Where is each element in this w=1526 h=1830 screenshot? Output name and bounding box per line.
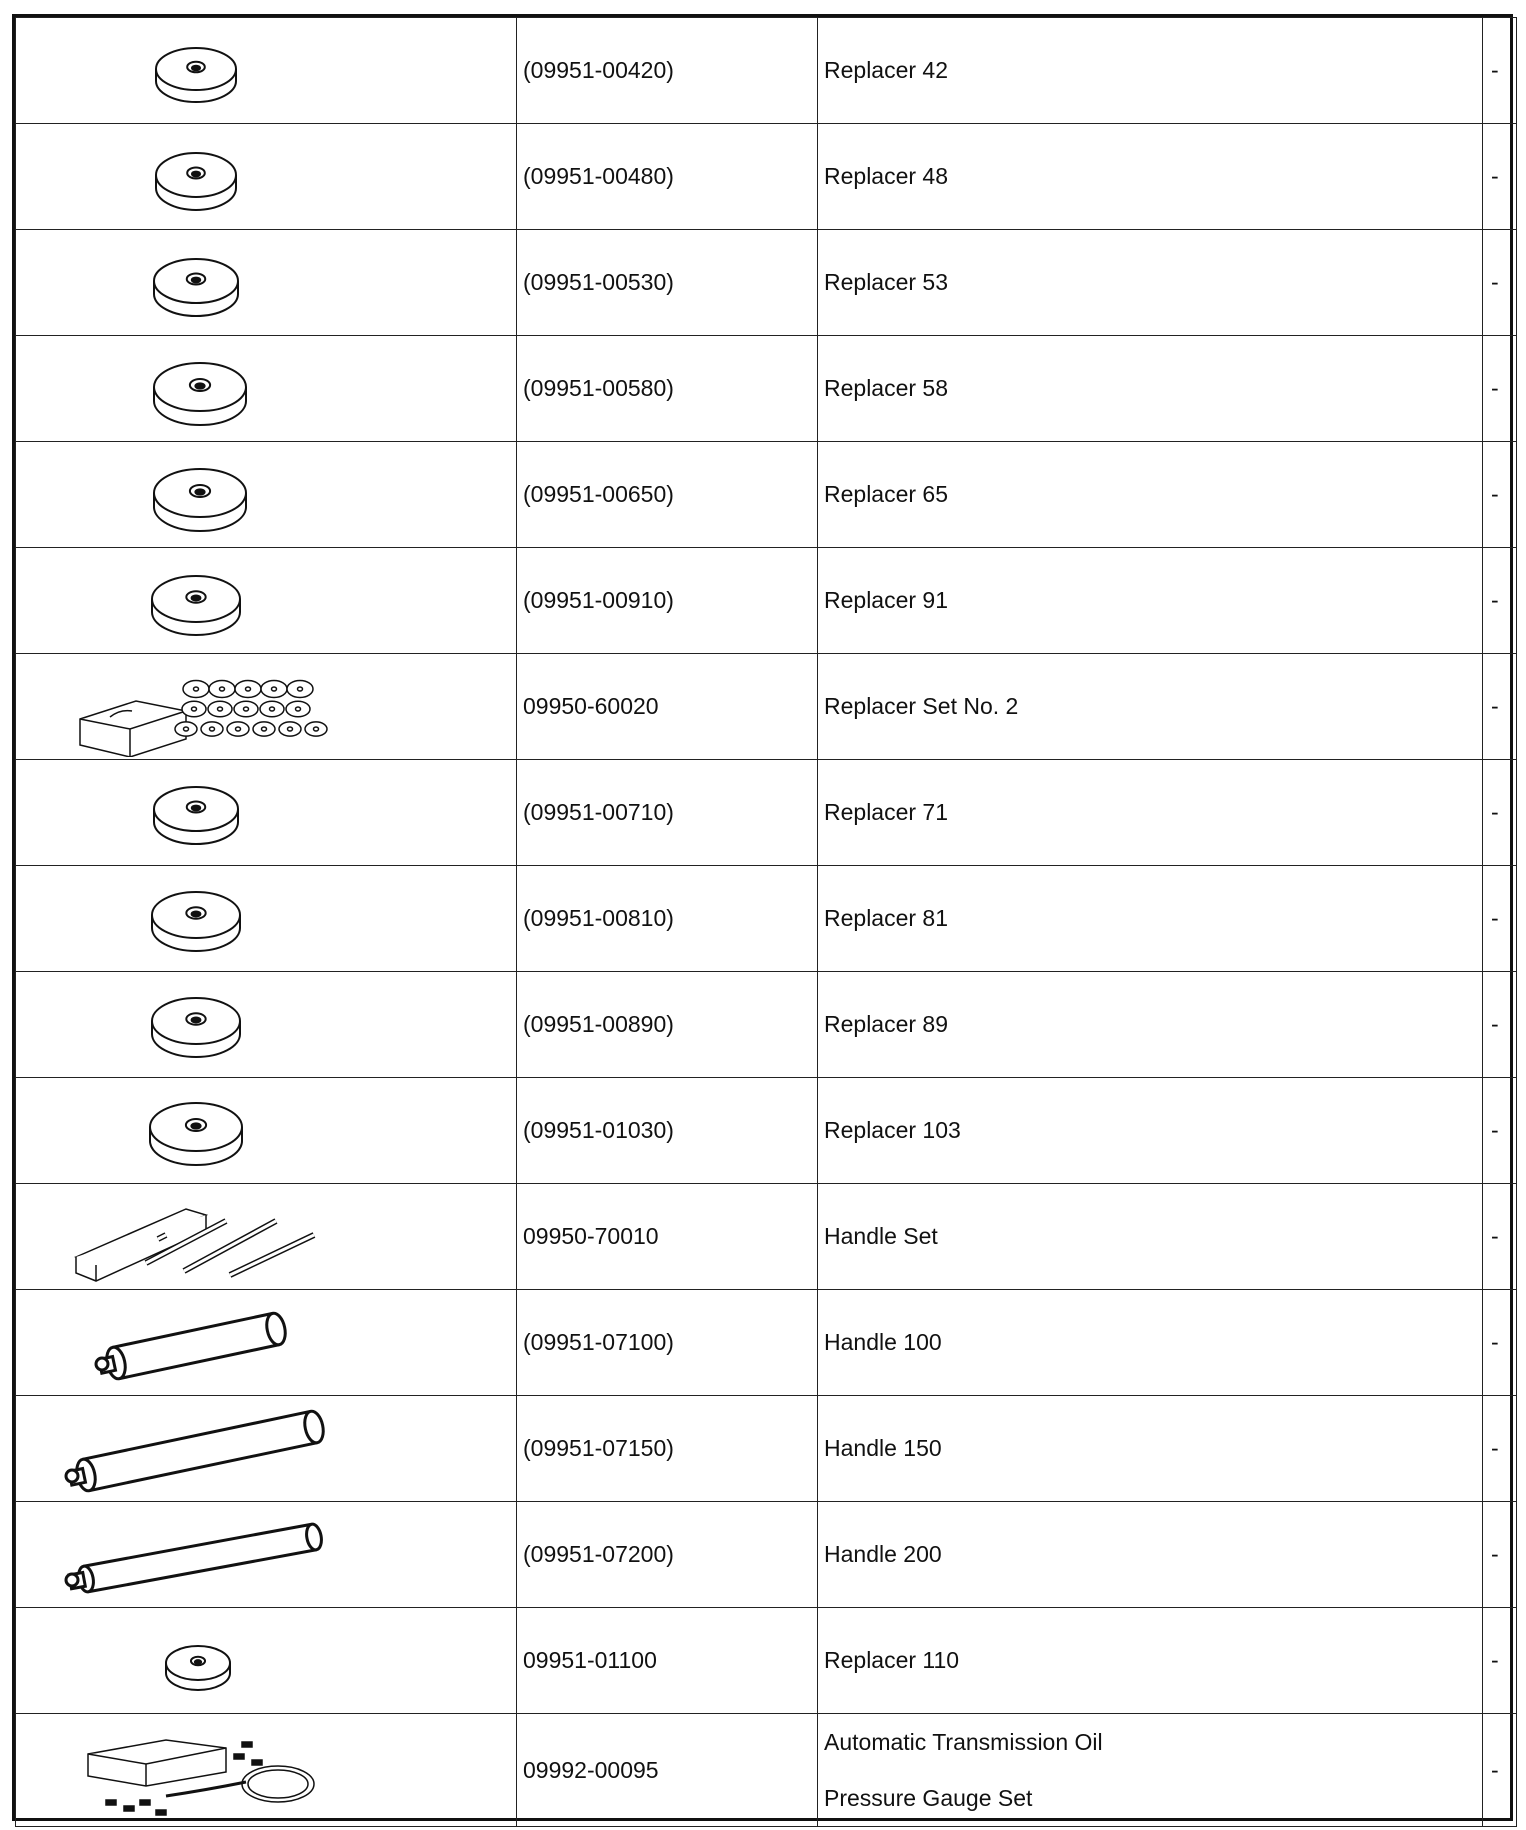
tool-part-number: (09951-01030) bbox=[517, 1078, 818, 1184]
replacer-disc-icon bbox=[46, 551, 346, 651]
tool-illustration-cell bbox=[16, 1078, 517, 1184]
tool-note: - bbox=[1483, 18, 1517, 124]
replacer-disc-icon bbox=[46, 975, 346, 1075]
replacer-disc-icon bbox=[46, 445, 346, 545]
tool-name-cell bbox=[818, 548, 1483, 654]
tool-note: - bbox=[1483, 972, 1517, 1078]
tool-illustration-cell bbox=[16, 972, 517, 1078]
tool-name: Replacer 81 bbox=[824, 905, 949, 932]
tool-illustration-cell bbox=[16, 230, 517, 336]
tool-part-number: (09951-07150) bbox=[517, 1396, 818, 1502]
tool-name: Replacer 58 bbox=[824, 375, 949, 402]
tool-row bbox=[16, 124, 1517, 230]
replacer-disc-icon bbox=[46, 127, 346, 227]
gauge-set-icon bbox=[46, 1720, 346, 1820]
replacer-disc-icon bbox=[46, 763, 346, 863]
tool-name: Replacer 91 bbox=[824, 587, 949, 614]
tool-part-number: (09951-00580) bbox=[517, 336, 818, 442]
tool-row bbox=[16, 654, 1517, 760]
tool-row bbox=[16, 1184, 1517, 1290]
tool-note: - bbox=[1483, 654, 1517, 760]
tool-part-number: 09950-70010 bbox=[517, 1184, 818, 1290]
tool-note: - bbox=[1483, 548, 1517, 654]
tool-illustration-cell bbox=[16, 654, 517, 760]
tool-name-cell bbox=[818, 1078, 1483, 1184]
tool-illustration-cell bbox=[16, 1396, 517, 1502]
tool-name-cell bbox=[818, 124, 1483, 230]
tool-note: - bbox=[1483, 124, 1517, 230]
tool-row bbox=[16, 1714, 1517, 1827]
tool-row bbox=[16, 230, 1517, 336]
replacer-disc-icon bbox=[46, 21, 346, 121]
tool-illustration-cell bbox=[16, 442, 517, 548]
tool-name: Replacer 110 bbox=[824, 1647, 960, 1674]
tool-illustration-cell bbox=[16, 760, 517, 866]
tool-name-cell bbox=[818, 18, 1483, 124]
tool-name-cell bbox=[818, 972, 1483, 1078]
tool-note: - bbox=[1483, 760, 1517, 866]
tool-name: Handle Set bbox=[824, 1223, 938, 1250]
tool-name: Replacer 89 bbox=[824, 1011, 949, 1038]
tool-illustration-cell bbox=[16, 1502, 517, 1608]
tool-part-number: 09950-60020 bbox=[517, 654, 818, 760]
tool-name: Replacer 48 bbox=[824, 163, 949, 190]
tool-name-cell bbox=[818, 336, 1483, 442]
tool-part-number: 09992-00095 bbox=[517, 1714, 818, 1827]
tool-row bbox=[16, 1290, 1517, 1396]
tool-illustration-cell bbox=[16, 1608, 517, 1714]
tool-name: Replacer 65 bbox=[824, 481, 949, 508]
tool-name: Replacer 103 bbox=[824, 1117, 961, 1144]
tool-name: Replacer 42 bbox=[824, 57, 949, 84]
tool-illustration-cell bbox=[16, 548, 517, 654]
tool-illustration-cell bbox=[16, 866, 517, 972]
tool-note: - bbox=[1483, 1502, 1517, 1608]
tool-name-cell bbox=[818, 866, 1483, 972]
tool-row bbox=[16, 1396, 1517, 1502]
tool-name: Replacer Set No. 2 bbox=[824, 693, 1019, 720]
tool-part-number: (09951-00650) bbox=[517, 442, 818, 548]
tool-note: - bbox=[1483, 230, 1517, 336]
tool-name: Handle 200 bbox=[824, 1541, 942, 1568]
tool-name-cell bbox=[818, 1290, 1483, 1396]
tool-note: - bbox=[1483, 1714, 1517, 1827]
tool-note: - bbox=[1483, 1078, 1517, 1184]
tool-illustration-cell bbox=[16, 18, 517, 124]
handle-set-icon bbox=[46, 1187, 346, 1287]
handle-icon bbox=[46, 1399, 346, 1499]
tool-illustration-cell bbox=[16, 1184, 517, 1290]
tool-row bbox=[16, 336, 1517, 442]
tool-row bbox=[16, 760, 1517, 866]
tool-row bbox=[16, 18, 1517, 124]
tool-note: - bbox=[1483, 1396, 1517, 1502]
tool-note: - bbox=[1483, 1608, 1517, 1714]
tool-part-number: (09951-00530) bbox=[517, 230, 818, 336]
tool-note: - bbox=[1483, 442, 1517, 548]
tool-name: Handle 150 bbox=[824, 1435, 942, 1462]
tool-row bbox=[16, 866, 1517, 972]
tool-part-number: (09951-00890) bbox=[517, 972, 818, 1078]
tool-row bbox=[16, 972, 1517, 1078]
tool-row bbox=[16, 548, 1517, 654]
tool-name: Replacer 71 bbox=[824, 799, 949, 826]
tool-row bbox=[16, 1608, 1517, 1714]
tool-part-number: (09951-00710) bbox=[517, 760, 818, 866]
tool-name-cell bbox=[818, 230, 1483, 336]
tool-name: Handle 100 bbox=[824, 1329, 942, 1356]
tool-name-cell bbox=[818, 1608, 1483, 1714]
special-tools-table bbox=[15, 17, 1517, 1827]
tool-name: Replacer 53 bbox=[824, 269, 949, 296]
tool-row bbox=[16, 442, 1517, 548]
tool-note: - bbox=[1483, 1290, 1517, 1396]
tool-name-cell bbox=[818, 760, 1483, 866]
replacer-disc-icon bbox=[46, 233, 346, 333]
replacer-disc-icon bbox=[46, 339, 346, 439]
tool-note: - bbox=[1483, 866, 1517, 972]
replacer-disc-icon bbox=[46, 869, 346, 969]
tool-row bbox=[16, 1502, 1517, 1608]
tool-name-cell bbox=[818, 1184, 1483, 1290]
tool-name-cell bbox=[818, 1396, 1483, 1502]
tool-name-cell bbox=[818, 442, 1483, 548]
tool-illustration-cell bbox=[16, 336, 517, 442]
replacer-set-icon bbox=[46, 657, 346, 757]
tool-row bbox=[16, 1078, 1517, 1184]
tool-name: Pressure Gauge Set bbox=[824, 1785, 1033, 1811]
replacer-disc-icon bbox=[46, 1081, 346, 1181]
tool-note: - bbox=[1483, 336, 1517, 442]
tool-part-number: (09951-00420) bbox=[517, 18, 818, 124]
tool-part-number: (09951-00810) bbox=[517, 866, 818, 972]
tool-name-cell bbox=[818, 1714, 1483, 1827]
special-tools-table-sheet bbox=[12, 14, 1513, 1821]
tool-note: - bbox=[1483, 1184, 1517, 1290]
tool-name-cell bbox=[818, 654, 1483, 760]
tool-name-cell bbox=[818, 1502, 1483, 1608]
tool-illustration-cell bbox=[16, 124, 517, 230]
tool-illustration-cell bbox=[16, 1290, 517, 1396]
tool-part-number: (09951-00910) bbox=[517, 548, 818, 654]
tool-part-number: (09951-07100) bbox=[517, 1290, 818, 1396]
handle-icon bbox=[46, 1505, 346, 1605]
tool-name: Automatic Transmission Oil bbox=[824, 1729, 1103, 1755]
tool-illustration-cell bbox=[16, 1714, 517, 1827]
tool-part-number: 09951-01100 bbox=[517, 1608, 818, 1714]
replacer-disc-icon bbox=[46, 1611, 346, 1711]
handle-icon bbox=[46, 1293, 346, 1393]
tool-part-number: (09951-07200) bbox=[517, 1502, 818, 1608]
tool-part-number: (09951-00480) bbox=[517, 124, 818, 230]
